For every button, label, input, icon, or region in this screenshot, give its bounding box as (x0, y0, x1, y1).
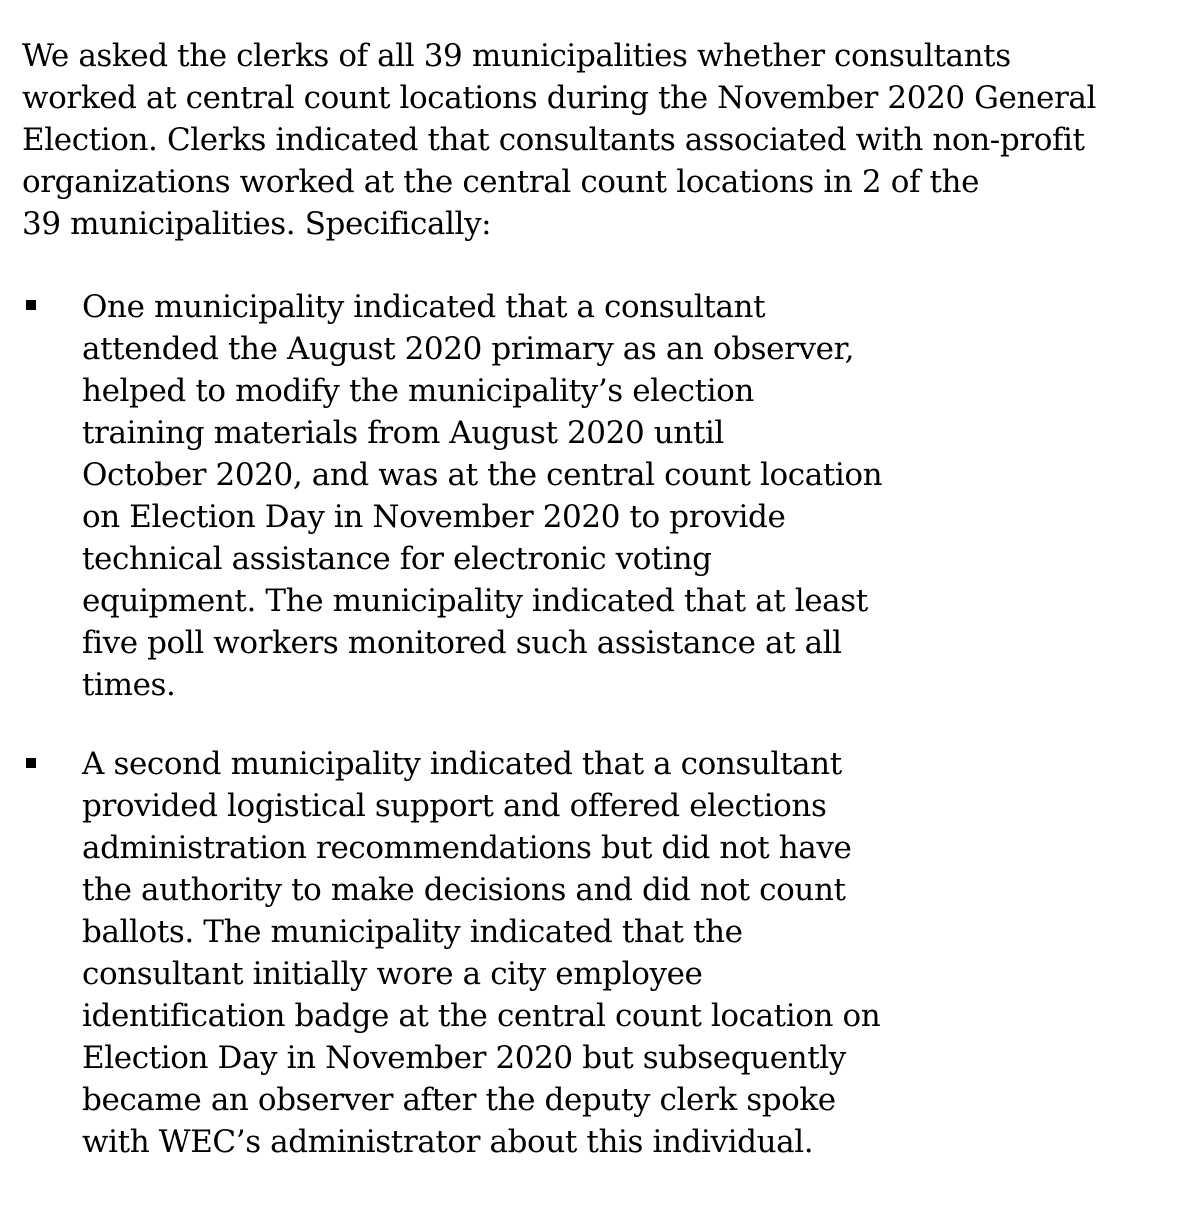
bullet-line: attended the August 2020 primary as an observer, (82, 331, 855, 367)
bullet-line: identification badge at the central count location on (82, 998, 881, 1034)
bullet-line: on Election Day in November 2020 to provide (82, 499, 786, 535)
bullet-line: consultant initially wore a city employee (82, 956, 703, 992)
bullet-line: with WEC’s administrator about this individual. (82, 1124, 814, 1160)
bullet-line: became an observer after the deputy clerk spoke (82, 1082, 836, 1118)
bullet-line: equipment. The municipality indicated that at least (82, 583, 868, 619)
bullet-line: five poll workers monitored such assistance at all (82, 625, 842, 661)
bullet-line: technical assistance for electronic voting (82, 541, 712, 577)
bullet-line: the authority to make decisions and did not count (82, 872, 846, 908)
intro-line: organizations worked at the central count locations in 2 of the (22, 164, 980, 200)
bullet-square-icon (26, 300, 36, 310)
bullet-line: October 2020, and was at the central count location (82, 457, 883, 493)
intro-line: We asked the clerks of all 39 municipalities whether consultants (22, 38, 1011, 74)
intro-line: 39 municipalities. Specifically: (22, 206, 492, 242)
bullet-line: training materials from August 2020 until (82, 415, 724, 451)
bullet-line: One municipality indicated that a consultant (82, 289, 766, 325)
bullet-square-icon (26, 758, 36, 768)
intro-line: Election. Clerks indicated that consultants associated with non-profit (22, 122, 1085, 158)
bullet-line: administration recommendations but did not have (82, 830, 852, 866)
bullet-line: ballots. The municipality indicated that the (82, 914, 743, 950)
bullet-line: Election Day in November 2020 but subsequently (82, 1040, 846, 1076)
intro-line: worked at central count locations during the November 2020 General (22, 80, 1097, 116)
bullet-line: times. (82, 667, 176, 703)
bullet-line: provided logistical support and offered elections (82, 788, 827, 824)
bullet-line: A second municipality indicated that a consultant (82, 746, 842, 782)
bullet-line: helped to modify the municipality’s election (82, 373, 754, 409)
